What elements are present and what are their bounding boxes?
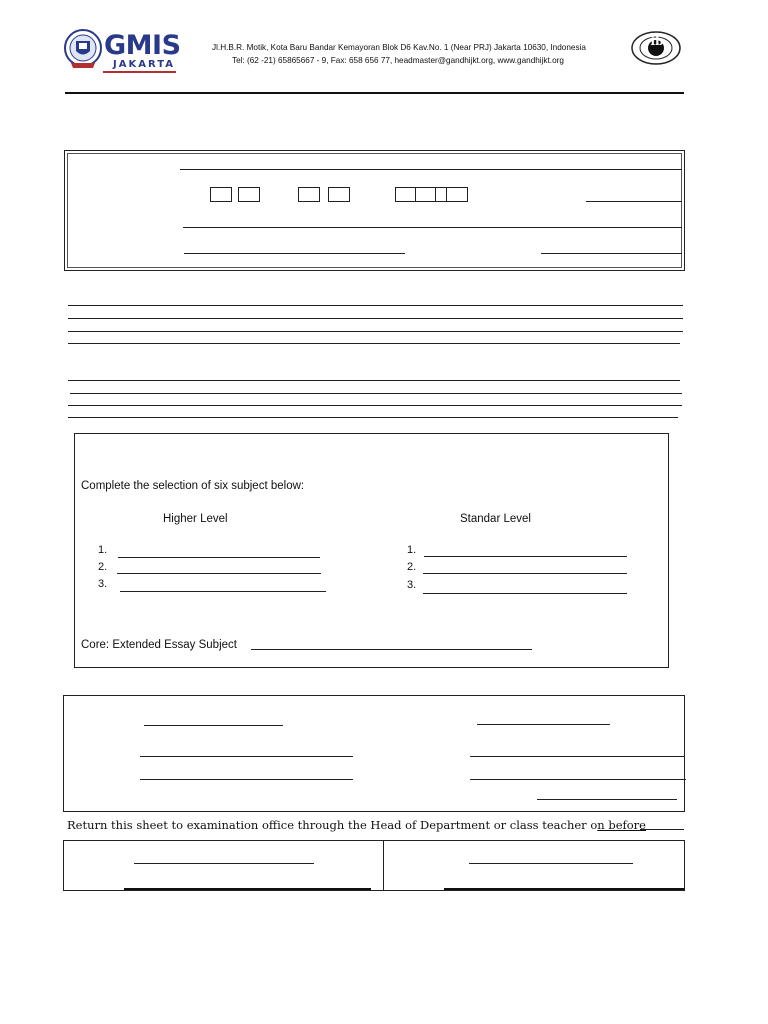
- signature-line-right-1[interactable]: [477, 724, 610, 725]
- address-line-2: Tel: (62 -21) 65865667 - 9, Fax: 658 656 77, headmaster@gandhijkt.org, www.gandhijkt.org: [232, 56, 564, 65]
- sl-subject-line-2[interactable]: [423, 573, 627, 574]
- date-cell-1[interactable]: [210, 187, 232, 202]
- subject-instruction: Complete the selection of six subject below:: [81, 480, 305, 492]
- info-line-3-right[interactable]: [541, 253, 682, 254]
- approval-box: [63, 840, 685, 891]
- hl-subject-line-1[interactable]: [118, 557, 320, 558]
- school-city-text: JAKARTA: [113, 59, 175, 70]
- date-cell-4[interactable]: [328, 187, 350, 202]
- hl-subject-line-3[interactable]: [120, 591, 326, 592]
- subject-selection-box: [74, 433, 669, 668]
- school-logo-text: GMIS: [104, 30, 181, 61]
- higher-level-title: Higher Level: [163, 513, 228, 525]
- signature-box: [63, 695, 685, 812]
- sl-number-3: 3.: [407, 579, 417, 591]
- approval-line-left[interactable]: [134, 863, 314, 864]
- hl-number-3: 3.: [98, 578, 108, 590]
- signature-line-left-2[interactable]: [140, 756, 353, 757]
- date-cell-2[interactable]: [238, 187, 260, 202]
- address-line-1: Jl.H.B.R. Motik, Kota Baru Bandar Kemayoran Blok D6 Kav.No. 1 (Near PRJ) Jakarta 10630, Indonesia: [212, 43, 586, 52]
- sl-number-1: 1.: [407, 544, 417, 556]
- date-cell-3[interactable]: [298, 187, 320, 202]
- date-cell-6[interactable]: [415, 187, 437, 202]
- signature-line-left-1[interactable]: [144, 725, 283, 726]
- return-instruction-text: Return this sheet to examination office through the Head of Department or class teacher o: [67, 818, 598, 832]
- hl-number-1: 1.: [98, 544, 108, 556]
- writing-line-5[interactable]: [68, 380, 680, 381]
- return-instruction: [67, 818, 646, 832]
- core-extended-essay-line[interactable]: [251, 649, 532, 650]
- header-rule: [65, 92, 684, 94]
- core-extended-essay-label: Core: Extended Essay Subject: [81, 639, 237, 651]
- approval-bottom-rule-right: [444, 888, 684, 890]
- writing-line-7[interactable]: [68, 405, 682, 406]
- date-cell-8[interactable]: [446, 187, 468, 202]
- sl-subject-line-3[interactable]: [423, 593, 627, 594]
- hl-number-2: 2.: [98, 561, 108, 573]
- sl-number-2: 2.: [407, 561, 417, 573]
- logo-underline: [103, 71, 176, 73]
- return-instruction-underlined: n before: [597, 818, 646, 832]
- signature-line-right-4[interactable]: [537, 799, 677, 800]
- info-line-1[interactable]: [180, 169, 682, 170]
- approval-box-divider: [383, 840, 384, 891]
- writing-line-6[interactable]: [70, 393, 682, 394]
- info-line-right-1[interactable]: [586, 201, 682, 202]
- approval-bottom-rule-left: [124, 888, 371, 890]
- school-crest-icon: [63, 27, 103, 71]
- writing-line-8[interactable]: [68, 417, 678, 418]
- sl-subject-line-1[interactable]: [424, 556, 627, 557]
- info-line-3-left[interactable]: [184, 253, 405, 254]
- writing-line-1[interactable]: [68, 305, 683, 306]
- student-info-box-inner: [67, 153, 682, 268]
- info-line-2[interactable]: [183, 227, 682, 228]
- writing-line-4[interactable]: [68, 343, 680, 344]
- signature-line-right-2[interactable]: [470, 756, 684, 757]
- ib-logo-text: ib: [650, 34, 664, 48]
- approval-line-right[interactable]: [469, 863, 633, 864]
- hl-subject-line-2[interactable]: [117, 573, 321, 574]
- signature-line-left-3[interactable]: [140, 779, 353, 780]
- writing-line-3[interactable]: [68, 331, 683, 332]
- standard-level-title: Standar Level: [460, 513, 531, 525]
- writing-line-2[interactable]: [68, 318, 683, 319]
- return-date-line[interactable]: [640, 829, 684, 830]
- date-cell-5[interactable]: [395, 187, 417, 202]
- signature-line-right-3[interactable]: [470, 779, 686, 780]
